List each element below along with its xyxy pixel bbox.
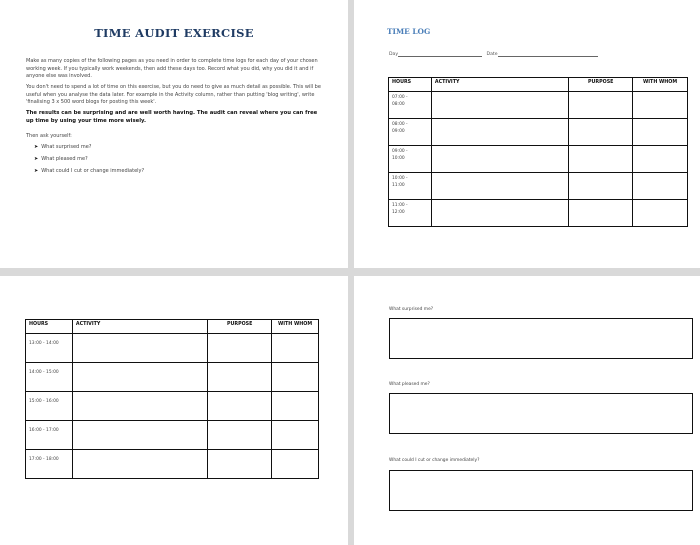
arrow-bullet-icon: ➤ [34, 155, 39, 162]
hours-cell: 10:00 - 11:00 [389, 173, 432, 200]
day-label: Day [389, 52, 399, 57]
activity-header: ACTIVITY [431, 78, 568, 92]
answer-box-pleased[interactable] [389, 393, 693, 434]
date-label: Date [486, 52, 498, 57]
hours-cell: 14:00 - 15:00 [26, 363, 73, 392]
activity-cell[interactable] [72, 450, 207, 479]
then-ask-label: Then ask yourself: [26, 133, 72, 140]
day-date-fields [389, 52, 689, 57]
page-time-log-afternoon [0, 276, 348, 545]
table-row [26, 392, 319, 421]
instructions-body [26, 58, 326, 179]
table-row [389, 200, 688, 227]
page-time-log-morning [354, 0, 700, 268]
hours-header: HOURS [26, 320, 73, 334]
hours-cell: 17:00 - 18:00 [26, 450, 73, 479]
table-row [26, 450, 319, 479]
page-title: TIME AUDIT EXERCISE [94, 26, 254, 40]
with-whom-cell[interactable] [272, 334, 319, 363]
question-cut-change-label: What could I cut or change immediately? [389, 458, 480, 463]
activity-cell[interactable] [72, 392, 207, 421]
purpose-cell[interactable] [208, 334, 272, 363]
activity-cell[interactable] [431, 200, 568, 227]
activity-header: ACTIVITY [72, 320, 207, 334]
activity-cell[interactable] [72, 363, 207, 392]
table-row [389, 119, 688, 146]
purpose-cell[interactable] [569, 200, 633, 227]
hours-cell: 08:00 - 09:00 [389, 119, 432, 146]
activity-cell[interactable] [72, 334, 207, 363]
results-paragraph: The results can be surprising and are well worth having. The audit can reveal where you can free up time by using your time more wisely. [26, 110, 318, 124]
question-item: ➤ What pleased me? [34, 155, 88, 162]
activity-cell[interactable] [431, 173, 568, 200]
hours-cell: 16:00 - 17:00 [26, 421, 73, 450]
with-whom-cell[interactable] [633, 173, 688, 200]
activity-cell[interactable] [431, 92, 568, 119]
table-row [389, 146, 688, 173]
detail-paragraph: You don't need to spend a lot of time on this exercise, but you do need to give as much detail as possible. This will be useful when you analyse the data later. For example in the Activity column, rather than putting 'blog writing', write 'finalising 3 x 500 word blogs for posting this week'. [26, 84, 321, 106]
with-whom-cell[interactable] [272, 421, 319, 450]
day-field[interactable] [398, 52, 482, 57]
hours-cell: 15:00 - 16:00 [26, 392, 73, 421]
table-row [26, 363, 319, 392]
purpose-cell[interactable] [208, 421, 272, 450]
arrow-bullet-icon: ➤ [34, 144, 39, 151]
table-header-row [26, 320, 319, 334]
time-log-table-afternoon [25, 319, 319, 479]
with-whom-cell[interactable] [272, 363, 319, 392]
with-whom-cell[interactable] [633, 119, 688, 146]
activity-cell[interactable] [72, 421, 207, 450]
page-instructions [0, 0, 348, 268]
purpose-cell[interactable] [208, 392, 272, 421]
hours-cell: 07:00 - 08:00 [389, 92, 432, 119]
with-whom-header: WITH WHOM [272, 320, 319, 334]
activity-cell[interactable] [431, 119, 568, 146]
with-whom-cell[interactable] [633, 92, 688, 119]
table-row [389, 173, 688, 200]
purpose-header: PURPOSE [569, 78, 633, 92]
with-whom-cell[interactable] [633, 146, 688, 173]
arrow-bullet-icon: ➤ [34, 167, 39, 174]
intro-paragraph: Make as many copies of the following pages as you need in order to complete time logs for each day of your chosen working week. If you typically work weekends, then add these days too. Record what you did, why you did it and if anyone else was involved. [26, 58, 318, 80]
hours-cell: 09:00 - 10:00 [389, 146, 432, 173]
question-surprised-label: What surprised me? [389, 307, 434, 312]
with-whom-header: WITH WHOM [633, 78, 688, 92]
answer-box-surprised[interactable] [389, 318, 693, 359]
question-item: ➤ What could I cut or change immediately? [34, 167, 145, 174]
question-pleased-label: What pleased me? [389, 382, 430, 387]
question-item: ➤ What surprised me? [34, 144, 92, 151]
question-list [26, 144, 326, 175]
purpose-cell[interactable] [569, 119, 633, 146]
answer-box-cut-change[interactable] [389, 470, 693, 511]
table-row [26, 334, 319, 363]
with-whom-cell[interactable] [272, 392, 319, 421]
page-reflection [354, 276, 700, 545]
time-log-table-morning [388, 77, 688, 227]
date-field[interactable] [498, 52, 598, 57]
table-row [26, 421, 319, 450]
purpose-header: PURPOSE [208, 320, 272, 334]
time-log-title: TIME LOG [387, 27, 431, 36]
table-header-row [389, 78, 688, 92]
hours-cell: 13:00 - 14:00 [26, 334, 73, 363]
activity-cell[interactable] [431, 146, 568, 173]
purpose-cell[interactable] [569, 173, 633, 200]
purpose-cell[interactable] [208, 450, 272, 479]
with-whom-cell[interactable] [272, 450, 319, 479]
hours-cell: 11:00 - 12:00 [389, 200, 432, 227]
table-row [389, 92, 688, 119]
purpose-cell[interactable] [208, 363, 272, 392]
hours-header: HOURS [389, 78, 432, 92]
purpose-cell[interactable] [569, 92, 633, 119]
with-whom-cell[interactable] [633, 200, 688, 227]
purpose-cell[interactable] [569, 146, 633, 173]
